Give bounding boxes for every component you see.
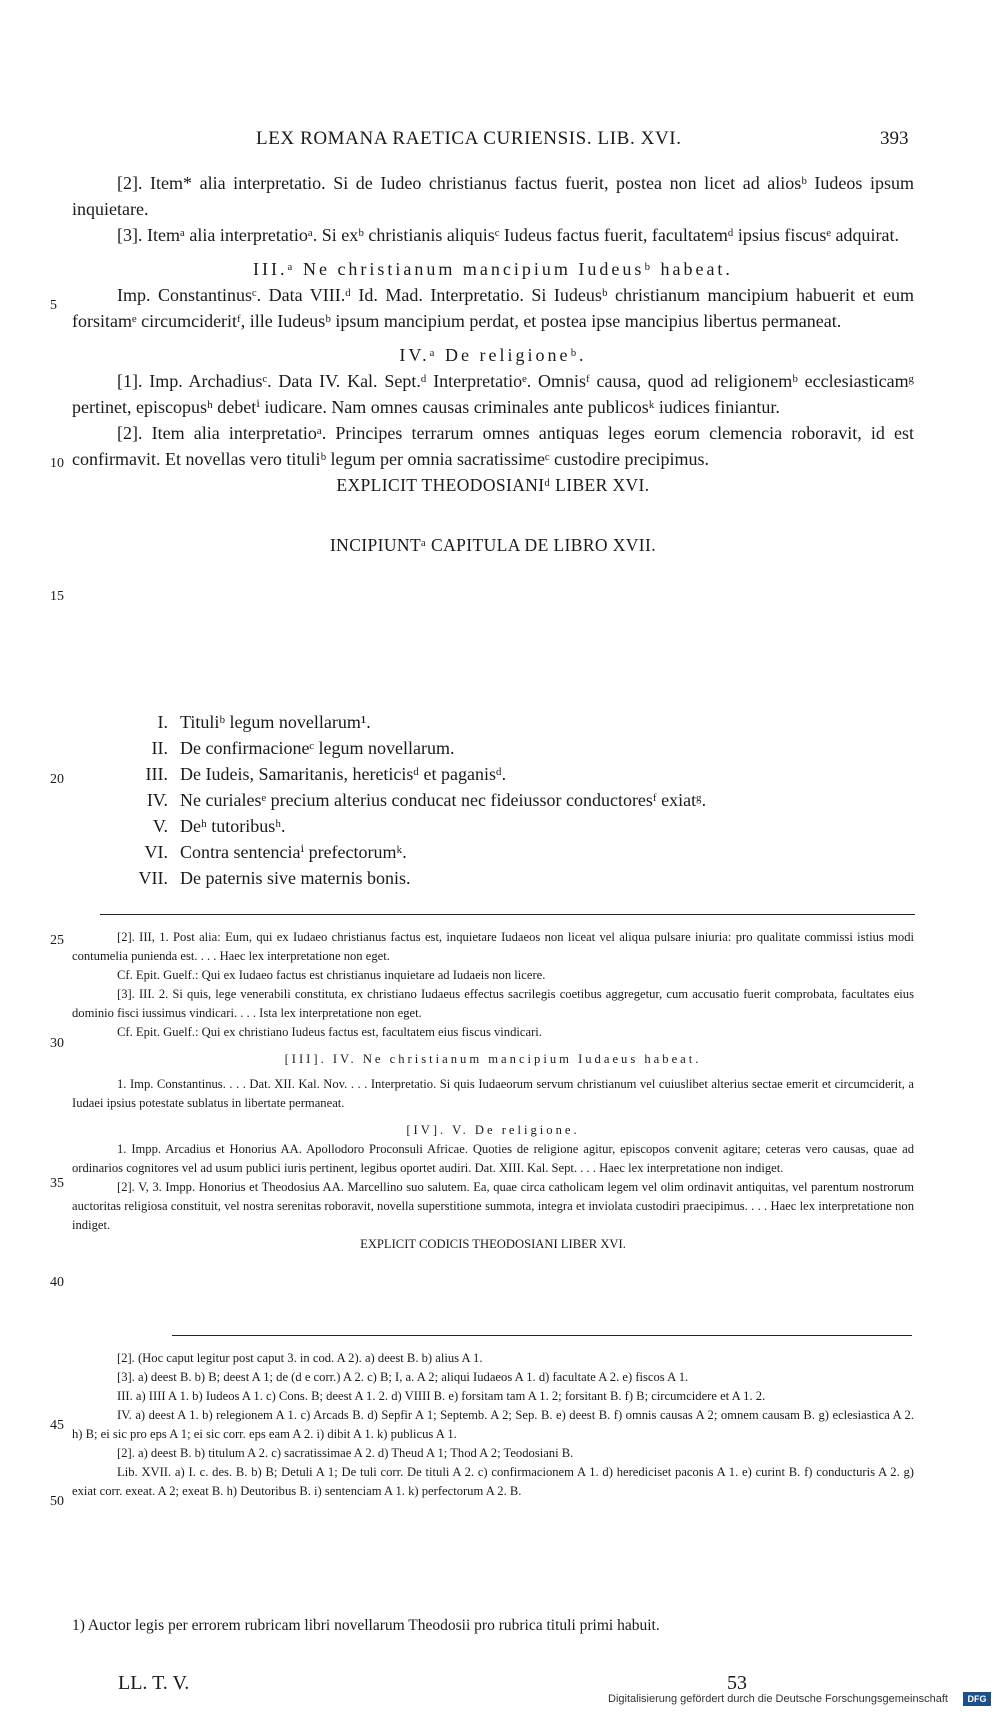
note: Cf. Epit. Guelf.: Qui ex Iudaeo factus est christianus inquietare ad Iudaeis non licere.	[117, 968, 546, 982]
note: [3]. III. 2. Si quis, lege venerabili constituta, ex christiano Iudaeus effectus sacrilegis coetibus aggregetur, cum accusatio fuerit comprobata, facultates eius dominio fisci iussimus vindicari. . . . Ista lex interpretatione non eget.	[72, 987, 914, 1020]
running-title: LEX ROMANA RAETICA CURIENSIS. LIB. XVI.	[256, 128, 682, 149]
paragraph: [1]. Imp. Archadiusᶜ. Data IV. Kal. Sept.ᵈ Interpretatioᵉ. Omnisᶠ causa, quod ad religionemᵇ ecclesiasticamᵍ pertinet, episcopusʰ debetⁱ iudicare. Nam omnes causas criminales ante publicosᵏ iudices finiantur.	[72, 371, 914, 417]
chapter-item: VII. De paternis sive maternis bonis.	[138, 868, 411, 888]
paragraph: Imp. Constantinusᶜ. Data VIII.ᵈ Id. Mad. Interpretatio. Si Iudeusᵇ christianum mancipium habuerit et eum forsitamᵉ circumcideritᶠ, ille Iudeusᵇ ipsum mancipium perdat, et postea ipse mancipius libertus permaneat.	[72, 285, 914, 331]
paragraph: [2]. Item* alia interpretatio. Si de Iudeo christianus factus fuerit, postea non licet ad aliosᵇ Iudeos ipsum inquietare.	[72, 173, 914, 219]
paragraph: [2]. Item alia interpretatioᵃ. Principes terrarum omnes antiquas leges eorum clemencia roboravit, id est confirmavit. Et novellas vero tituliᵇ legum per omnia sacratissimeᶜ custodire precipimus.	[72, 423, 914, 469]
line-number: 15	[50, 589, 64, 604]
chapter-list	[100, 709, 706, 891]
note: [2]. III, 1. Post alia: Eum, qui ex Iudaeo christianus factus est, inquietare Iudaeos non liceat vel aliqua pulsare iniuria: pro qualitate commissi istius modi contumelia punienda est. . . . Haec lex interpretatione non eget.	[72, 930, 914, 963]
chapter-item: VI. Contra sentenciaⁱ prefectorumᵏ.	[144, 842, 407, 862]
credit-text: Digitalisierung gefördert durch die Deutsche Forschungsgemeinschaft	[608, 1693, 948, 1705]
section-heading: III.ᵃ Ne christianum mancipium Iudeusᵇ habeat.	[253, 259, 733, 279]
apparatus-entry: [2]. (Hoc caput legitur post caput 3. in cod. A 2). a) deest B. b) alius A 1.	[117, 1351, 483, 1365]
line-number: 35	[50, 1176, 64, 1191]
line-number: 5	[50, 298, 57, 313]
source-notes	[72, 928, 914, 1254]
apparatus-entry: III. a) IIII A 1. b) Iudeos A 1. c) Cons. B; deest A 1. 2. d) VIIII B. e) forsitam tam A 1. 2; forsitant B. f) B; circumcidere et A 1. 2.	[117, 1389, 766, 1403]
digitization-credit	[0, 1690, 1000, 1710]
line-number: 40	[50, 1275, 64, 1290]
sheet-number: 53	[727, 1672, 747, 1694]
apparatus-entry: Lib. XVII. a) I. c. des. B. b) B; Detuli A 1; De tuli corr. De tituli A 2. c) confirmacionem A 1. d) herediciset paconis A 1. e) curint B. f) conducturis A 2. g) exiat corr. exeat. A 2; exeat B. h) Deutoribus B. i) sentenciam A 1. k) perfectorum A 2. B.	[72, 1465, 914, 1498]
paragraph: [3]. Itemᵃ alia interpretatioᵃ. Si exᵇ christianis aliquisᶜ Iudeus factus fuerit, facultatemᵈ ipsius fiscusᵉ adquirat.	[117, 225, 900, 245]
critical-apparatus	[72, 1349, 914, 1501]
incipit-heading: INCIPIUNTᵃ CAPITULA DE LIBRO XVII.	[329, 535, 657, 555]
section-heading: IV.ᵃ De religioneᵇ.	[399, 345, 587, 365]
chapter-item: V. Deʰ tutoribusʰ.	[152, 816, 286, 836]
running-header	[0, 128, 1000, 154]
chapter-item: IV. Ne curialesᵉ precium alterius conducat nec fideiussor conductoresᶠ exiatᵍ.	[146, 790, 707, 810]
signature-mark: LL. T. V.	[118, 1672, 190, 1694]
line-number: 45	[50, 1418, 64, 1433]
apparatus-entry: [2]. a) deest B. b) titulum A 2. c) sacratissimae A 2. d) Theud A 1; Thod A 2; Teodosiani B.	[117, 1446, 574, 1460]
note-heading: [IV]. V. De religione.	[406, 1123, 580, 1137]
note: [2]. V, 3. Impp. Honorius et Theodosius AA. Marcellino suo salutem. Ea, quae circa catholicam legem vel olim ordinavit antiquitas, vel parentum nostrorum auctoritas religiosa constituit, vel nostra serenitas roboravit, novella superstitione summota, integra et inviolata custodiri praecipimus. . . . Haec lex interpretatione non indiget.	[72, 1180, 914, 1232]
line-number: 20	[50, 772, 64, 787]
explicit-heading: EXPLICIT THEODOSIANIᵈ LIBER XVI.	[336, 475, 650, 495]
divider	[100, 914, 915, 915]
chapter-item: I. Tituliᵇ legum novellarum¹.	[157, 712, 371, 732]
page-number: 393	[880, 128, 909, 149]
note: 1. Impp. Arcadius et Honorius AA. Apollodoro Proconsuli Africae. Quoties de religione agitur, episcopos convenit agitare; ceteras vero causas, quae ad ordinarios cognitores vel ad usum publici iuris pertinent, legibus oportet audiri. Dat. XIII. Kal. Sept. . . . Haec lex interpretatione non indiget.	[72, 1142, 914, 1175]
line-number: 30	[50, 1036, 64, 1051]
divider	[172, 1335, 912, 1336]
main-text	[72, 170, 914, 558]
line-number: 50	[50, 1494, 64, 1509]
line-number: 10	[50, 456, 64, 471]
note-explicit: EXPLICIT CODICIS THEODOSIANI LIBER XVI.	[360, 1237, 626, 1251]
footnote: 1) Auctor legis per errorem rubricam libri novellarum Theodosii pro rubrica tituli primi habuit.	[72, 1617, 660, 1634]
chapter-item: III. De Iudeis, Samaritanis, hereticisᵈ et paganisᵈ.	[145, 764, 507, 784]
note: Cf. Epit. Guelf.: Qui ex christiano Iudeus factus est, facultatem eius fiscus vindicari.	[117, 1025, 542, 1039]
line-number: 25	[50, 933, 64, 948]
apparatus-entry: [3]. a) deest B. b) B; deest A 1; de (d e corr.) A 2. c) B; I, a. A 2; aliqui Iudaeos A 1. d) facultate A 2. e) fiscos A 1.	[117, 1370, 689, 1384]
apparatus-entry: IV. a) deest A 1. b) relegionem A 1. c) Arcads B. d) Sepfir A 1; Septemb. A 2; Sep. B. e) deest B. f) omnis causas A 2; omnem causam B. g) eclesiastica A 2. h) B; ei sic pro eps A 1; ei sic corr. eps eam A 2. i) dibit A 1. k) publicus A 1.	[72, 1408, 914, 1441]
chapter-item: II. De confirmacioneᶜ legum novellarum.	[151, 738, 455, 758]
note: 1. Imp. Constantinus. . . . Dat. XII. Kal. Nov. . . . Interpretatio. Si quis Iudaeorum servum christianum vel cuiuslibet alterius sectae emerit et circumciderit, a Iudaei ipsius potestate sublatus in libertate permaneat.	[72, 1077, 914, 1110]
dfg-logo-icon: DFG	[963, 1692, 991, 1706]
note-heading: [III]. IV. Ne christianum mancipium Iudaeus habeat.	[284, 1052, 702, 1066]
